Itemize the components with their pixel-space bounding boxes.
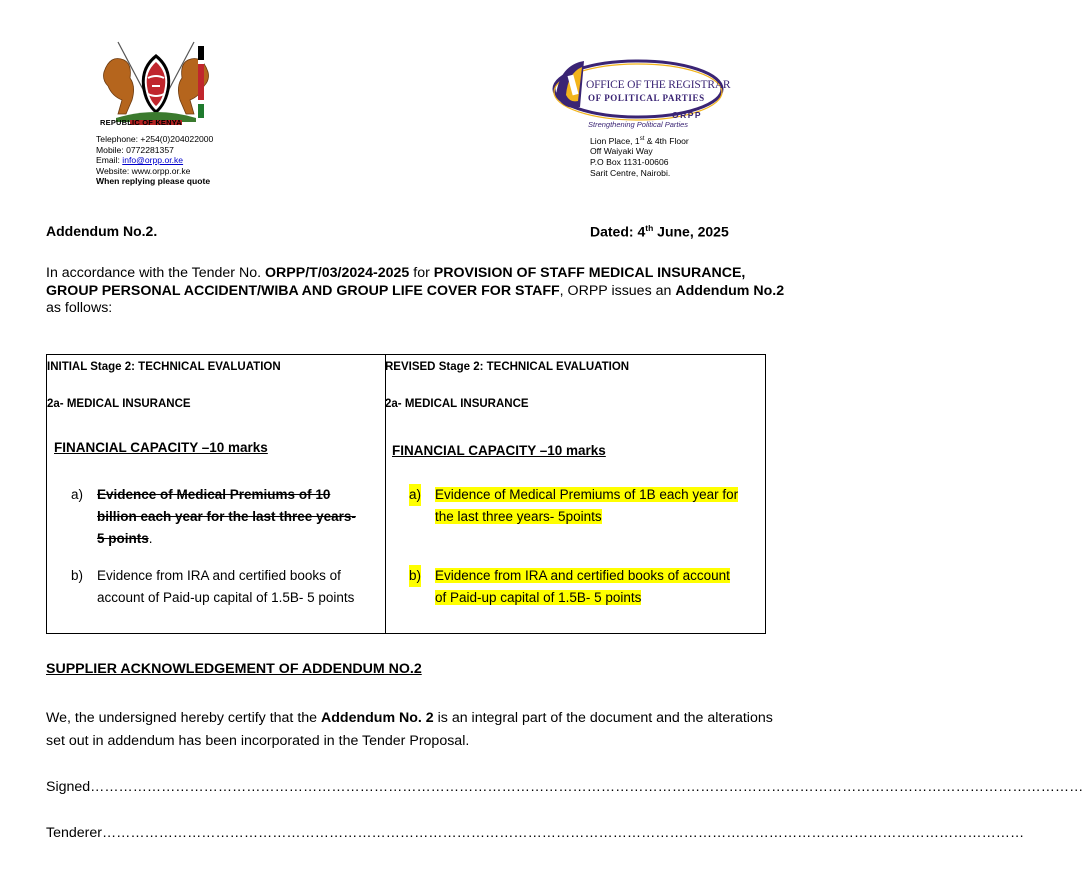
- revised-stage-header: [385, 361, 629, 373]
- initial-financial-capacity: FINANCIAL CAPACITY –10 marks: [54, 440, 268, 455]
- address-line1: [590, 134, 689, 146]
- initial-item-a-marker: a): [71, 487, 84, 502]
- initial-item-b-text: [97, 565, 354, 609]
- initial-item-b-line2: account of Paid-up capital of 1.5B- 5 points: [97, 590, 355, 605]
- initial-stage-header: [47, 361, 281, 373]
- address-line1-post: & 4th Floor: [644, 135, 689, 146]
- intro-text-2: for: [409, 265, 434, 281]
- address-line1-pre: Lion Place, 1: [590, 135, 640, 146]
- email-line: [96, 155, 213, 166]
- initial-item-b-marker: b): [71, 568, 84, 583]
- revised-item-a-text: [435, 484, 738, 528]
- initial-item-a-line3: 5 points: [97, 531, 149, 546]
- tender-subject: PROVISION OF STAFF MEDICAL INSURANCE, GROUP PERSONAL ACCIDENT/WIBA AND GROUP LIFE COVER FOR STAFF: [46, 265, 746, 299]
- revised-item-b-marker: b): [409, 565, 421, 587]
- email-label: Email:: [96, 155, 120, 166]
- cert-addendum: Addendum No. 2: [320, 710, 434, 726]
- revised-financial-capacity: FINANCIAL CAPACITY –10 marks: [392, 443, 606, 458]
- acknowledgement-heading: SUPPLIER ACKNOWLEDGEMENT OF ADDENDUM NO.2: [46, 661, 422, 677]
- telephone: Telephone: +254(0)204022000: [96, 134, 214, 144]
- address-line4: Sarit Centre, Nairobi.: [590, 167, 671, 178]
- contact-left: [96, 134, 213, 187]
- mobile: Mobile: 0772281357: [96, 144, 174, 155]
- intro-text-4: as follows:: [46, 300, 113, 316]
- date-pre: Dated: 4: [590, 223, 646, 240]
- revised-item-a-marker: a): [409, 484, 421, 506]
- date-line: [590, 223, 729, 240]
- initial-medical-header: 2a- MEDICAL INSURANCE: [47, 398, 191, 410]
- revised-item-a-line2: the last three years- 5points: [435, 509, 602, 524]
- contact-right: [590, 134, 689, 178]
- address-line2: Off Waiyaki Way: [590, 146, 653, 157]
- tender-number: ORPP/T/03/2024-2025: [264, 265, 410, 281]
- initial-stage-text: Stage 2: TECHNICAL EVALUATION: [87, 361, 281, 373]
- initial-item-a-line1: Evidence of Medical Premiums of 10: [97, 487, 331, 502]
- orpp-logo-line2: OF POLITICAL PARTIES: [588, 93, 705, 103]
- initial-item-a-line2: billion each year for the last three years-: [97, 509, 356, 524]
- intro-addendum: Addendum No.2: [675, 282, 785, 299]
- revised-medical-header: 2a- MEDICAL INSURANCE: [385, 398, 529, 410]
- revised-item-b-text: [435, 565, 730, 609]
- initial-item-b-line1: Evidence from IRA and certified books of: [97, 568, 341, 583]
- initial-item-a-end: .: [148, 531, 153, 546]
- intro-text-3: , ORPP issues an: [559, 282, 676, 299]
- tenderer-line: Tenderer……………………………………………………………………………………………………………………………………………………………………………: [46, 825, 1025, 841]
- evaluation-table: [46, 354, 766, 634]
- certification-paragraph: [46, 707, 786, 753]
- email-link[interactable]: info@orpp.or.ke: [122, 155, 184, 166]
- revised-column: [385, 355, 765, 633]
- revised-item-b-line2: of Paid-up capital of 1.5B- 5 points: [435, 590, 642, 605]
- website: Website: www.orpp.or.ke: [96, 165, 191, 176]
- orpp-logo-tagline: Strengthening Political Parties: [588, 120, 689, 129]
- intro-text-1: In accordance with the Tender No.: [46, 265, 265, 281]
- orpp-logo-abbr: ORPP: [672, 110, 703, 120]
- cert-text-1: We, the undersigned hereby certify that the: [46, 710, 321, 726]
- revised-item-b-line1: Evidence from IRA and certified books of account: [435, 568, 730, 583]
- initial-prefix: INITIAL: [47, 361, 88, 373]
- reply-quote: When replying please quote: [96, 176, 211, 187]
- cert-text-2: is an integral part of the document and the alterations set out in addendum has been incorporated in the Tender Proposal.: [46, 710, 773, 749]
- intro-paragraph: [46, 265, 786, 318]
- kenya-flag-bar-icon: [198, 46, 204, 118]
- initial-column: [47, 355, 386, 633]
- address-line1-sup: st: [639, 136, 645, 142]
- date-sup: th: [645, 223, 654, 233]
- republic-of-kenya-caption: REPUBLIC OF KENYA: [100, 118, 182, 127]
- address-line3: P.O Box 1131-00606: [590, 157, 669, 168]
- addendum-number: Addendum No.2.: [46, 223, 158, 239]
- revised-stage-text: Stage 2: TECHNICAL EVALUATION: [435, 361, 630, 373]
- orpp-logo-line1: OFFICE OF THE REGISTRAR: [586, 79, 731, 91]
- revised-item-a-line1: Evidence of Medical Premiums of 1B each year for: [435, 487, 739, 502]
- signed-line: Signed…………………………………………………………………………………………………………………………………………………………………………………………: [46, 779, 1083, 795]
- revised-prefix: REVISED: [385, 361, 436, 373]
- date-post: June, 2025: [653, 223, 729, 240]
- initial-item-a-text: [97, 484, 356, 550]
